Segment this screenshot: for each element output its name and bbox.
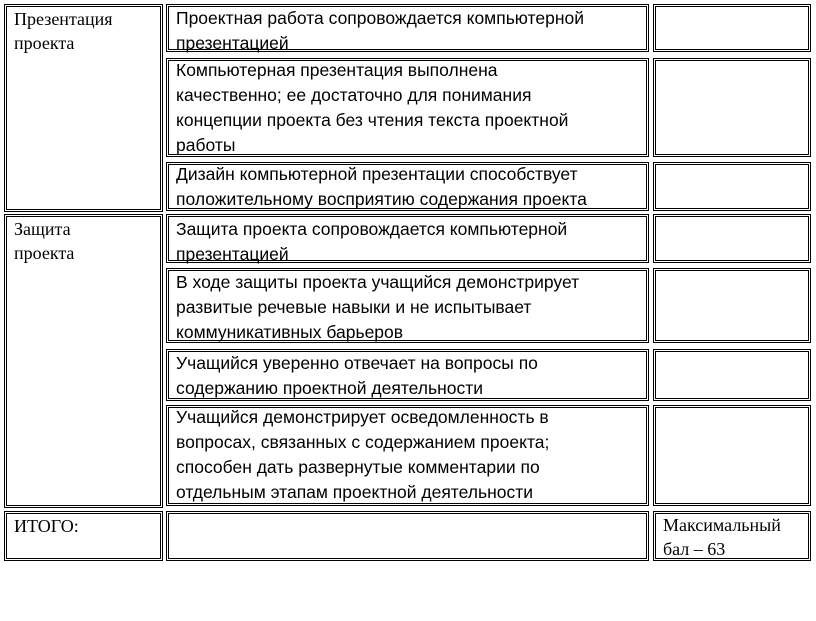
criterion-text: Учащийся уверенно отвечает на вопросы по содержанию проектной деятельности <box>176 353 538 398</box>
total-empty-cell <box>166 511 649 561</box>
criterion-text: В ходе защиты проекта учащийся демонстрирует развитые речевые навыки и не испытывает коммуникативных барьеров <box>176 272 580 342</box>
score-cell <box>653 58 811 157</box>
max-score-text: Максимальный бал – 63 <box>663 515 781 559</box>
score-cell <box>653 214 811 263</box>
section-title-defense: Защита проекта <box>14 219 75 263</box>
criterion-text: Проектная работа сопровождается компьютерной презентацией <box>176 8 585 53</box>
score-cell <box>653 405 811 506</box>
criterion-text: Учащийся демонстрирует осведомленность в вопросах, связанных с содержанием проекта; способен дать развернутые комментарии по отдельным этапам проектной деятельности <box>176 407 550 502</box>
score-cell <box>653 4 811 52</box>
total-label: ИТОГО: <box>14 516 79 536</box>
score-cell <box>653 349 811 401</box>
score-cell <box>653 162 811 211</box>
criterion-text: Защита проекта сопровождается компьютерной презентацией <box>176 219 568 264</box>
score-cell <box>653 268 811 343</box>
section-title-presentation: Презентация проекта <box>14 9 113 53</box>
criterion-text: Компьютерная презентация выполнена качественно; ее достаточно для понимания концепции проекта без чтения текста проектной работы <box>176 60 569 155</box>
criterion-text: Дизайн компьютерной презентации способствует положительному восприятию содержания проекта <box>176 164 587 209</box>
